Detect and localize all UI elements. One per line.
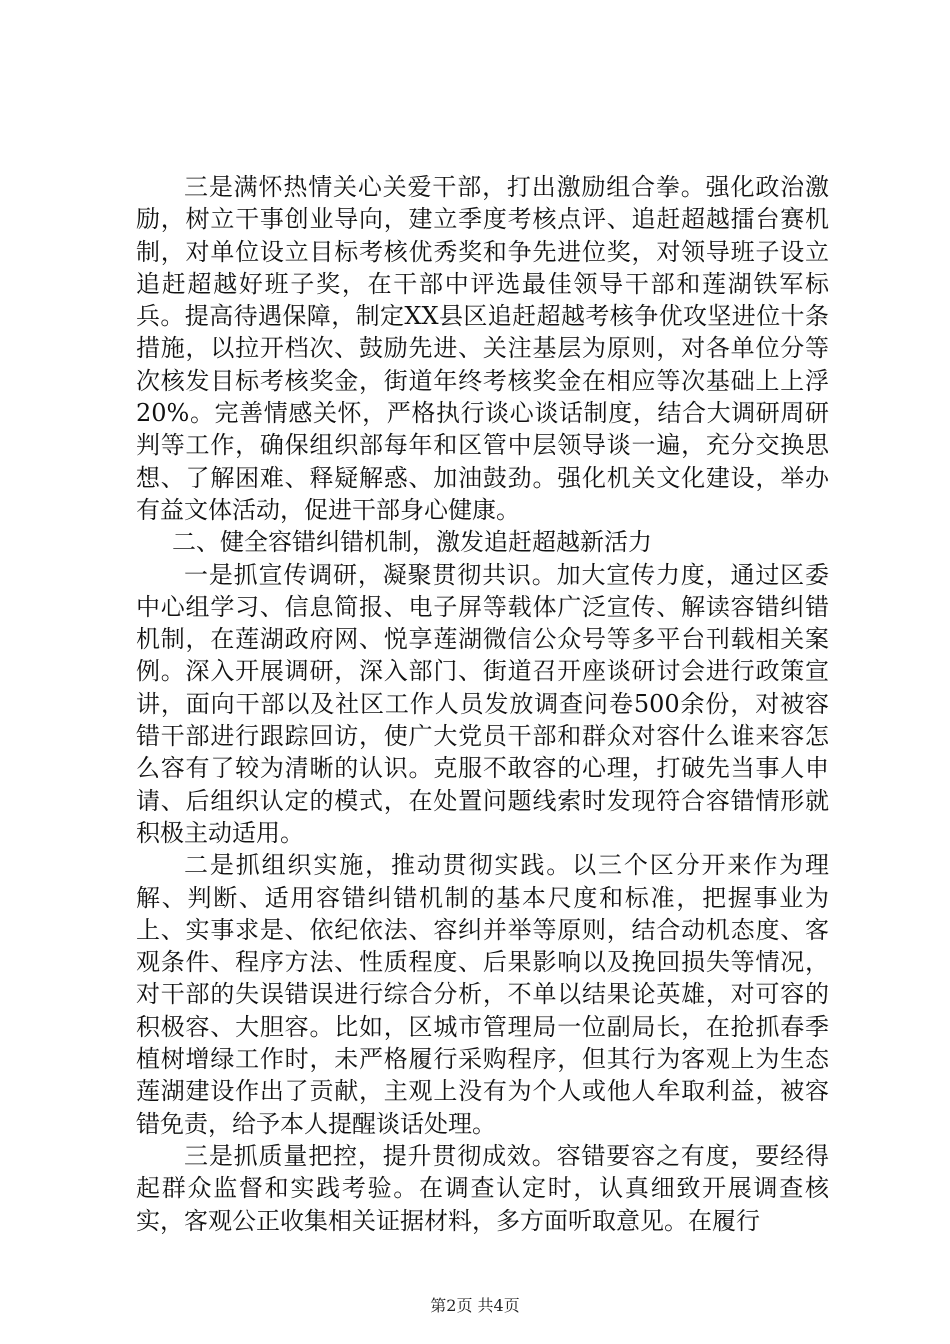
document-body	[136, 171, 829, 1237]
section-heading-fault-tolerance: 二、健全容错纠错机制，激发追赶超越新活力	[172, 528, 652, 557]
paragraph-quality-control: 三是抓质量把控，提升贯彻成效。容错要容之有度，要经得起群众监督和实践考验。在调查认定时，认真细致开展调查核实，客观公正收集相关证据材料，多方面听取意见。在履行	[136, 1141, 829, 1235]
page-number-footer: 第2页 共4页	[430, 1296, 520, 1315]
paragraph-publicity-research: 一是抓宣传调研，凝聚贯彻共识。加大宣传力度，通过区委中心组学习、信息简报、电子屏等载体广泛宣传、解读容错纠错机制，在莲湖政府网、悦享莲湖微信公众号等多平台刊载相关案例。深入开展调研，深入部门、街道召开座谈研讨会进行政策宣讲，面向干部以及社区工作人员发放调查问卷500余份，对被容错干部进行跟踪回访，使广大党员干部和群众对容什么谁来容怎么容有了较为清晰的认识。克服不敢容的心理，打破先当事人申请、后组织认定的模式，在处置问题线索时发现符合容错情形就积极主动适用。	[136, 560, 829, 847]
paragraph-implementation: 二是抓组织实施，推动贯彻实践。以三个区分开来作为理解、判断、适用容错纠错机制的基本尺度和标准，把握事业为上、实事求是、依纪依法、容纠并举等原则，结合动机态度、客观条件、程序方法、性质程度、后果影响以及挽回损失等情况，对干部的失误错误进行综合分析，不单以结果论英雄，对可容的积极容、大胆容。比如，区城市管理局一位副局长，在抢抓春季植树增绿工作时，未严格履行采购程序，但其行为客观上为生态莲湖建设作出了贡献，主观上没有为个人或他人牟取利益，被容错免责，给予本人提醒谈话处理。	[136, 851, 829, 1138]
paragraph-incentive: 三是满怀热情关心关爱干部，打出激励组合拳。强化政治激励，树立干事创业导向，建立季度考核点评、追赶超越擂台赛机制，对单位设立目标考核优秀奖和争先进位奖，对领导班子设立追赶超越好班子奖，在干部中评选最佳领导干部和莲湖铁军标兵。提高待遇保障，制定XX县区追赶超越考核争优攻坚进位十条措施，以拉开档次、鼓励先进、关注基层为原则，对各单位分等次核发目标考核奖金，街道年终考核奖金在相应等次基础上上浮20%。完善情感关怀，严格执行谈心谈话制度，结合大调研周研判等工作，确保组织部每年和区管中层领导谈一遍，充分交换思想、了解困难、释疑解惑、加油鼓劲。强化机关文化建设，举办有益文体活动，促进干部身心健康。	[136, 173, 829, 524]
